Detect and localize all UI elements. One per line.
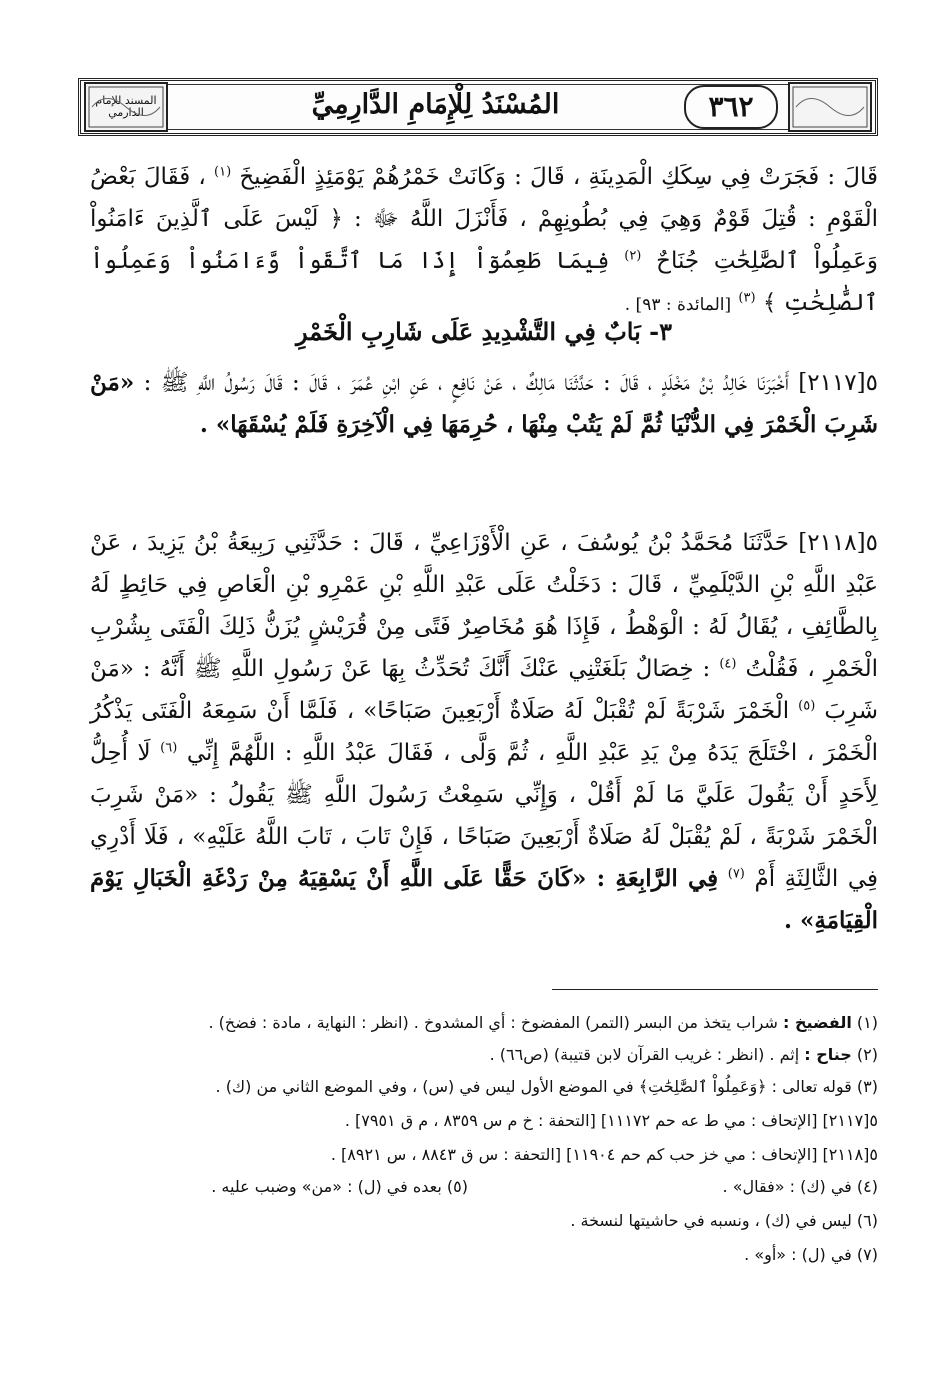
footnote-label: ٥[٢١١٨]	[822, 1145, 878, 1164]
footnote-label: (٢)	[856, 1045, 878, 1064]
opening-paragraph	[90, 156, 878, 326]
footnote-term: الفضيخ :	[783, 1013, 852, 1032]
footnote-text: [الإتحاف : مي ط عه حم ١١١٧٢] [التحفة : خ م س ٨٣٥٩ ، م ق ٧٩٥١] .	[344, 1111, 818, 1130]
hadith-text: فِي الرَّابِعَةِ : «كَانَ حَقًّا عَلَى اللَّهِ أَنْ يَسْقِيَهُ مِنْ رَدْغَةِ الْخَبَالِ يَوْمَ الْقِيَامَةِ» .	[90, 865, 878, 934]
footnote-text: ليس في (ك) ، ونسبه في حاشيتها لنسخة .	[570, 1211, 852, 1230]
footnote-item	[216, 1072, 878, 1102]
footnote-marker[interactable]: (٣)	[738, 290, 756, 306]
para-text: قَالَ : فَجَرَتْ فِي سِكَكِ الْمَدِينَةِ ، قَالَ : وَكَانَتْ خَمْرُهُمْ يَوْمَئِذٍ الْفَضِيخَ	[239, 164, 879, 190]
footnote-label: (١)	[856, 1013, 878, 1032]
footnote-marker[interactable]: (٧)	[727, 866, 745, 882]
footnote-separator	[552, 989, 878, 990]
footnote-label: (٧)	[856, 1245, 878, 1264]
footnote-marker[interactable]: (٢)	[624, 248, 642, 264]
footnote-text: بعده في (ل) : «من» وضبب عليه .	[211, 1177, 442, 1196]
footnote-label: ٥[٢١١٧]	[822, 1111, 878, 1130]
footnote-label: (٥)	[446, 1177, 468, 1196]
footnote-term: جناح :	[804, 1045, 852, 1064]
quran-reference: [المائدة : ٩٣] .	[624, 295, 732, 315]
footnote-text: إثم . (انظر : غريب القرآن لابن قتيبة) (ص٦٦) .	[489, 1045, 800, 1064]
footnote-marker[interactable]: (٥)	[798, 698, 816, 714]
ornament-pattern-icon	[790, 84, 870, 130]
footnote-marker[interactable]: (١)	[214, 164, 232, 180]
footnote-item	[744, 1240, 878, 1270]
footnote-item	[723, 1172, 878, 1202]
hadith-isnad: أَخْبَرَنَا خَالِدُ بْنُ مَخْلَدٍ ، قَالَ : حَدَّثَنَا مَالِكٌ ، عَنْ نَافِعٍ ، عَنِ ابْنِ عُمَرَ ، قَالَ : قَالَ رَسُولُ اللَّهِ ﷺ :	[143, 370, 789, 396]
hadith-number: ٥[٢١١٨]	[798, 530, 878, 556]
ornament-pattern-icon	[86, 84, 166, 130]
footnote-item	[570, 1206, 878, 1236]
para-text: فِيمَا طَعِمُوٓاْ إِذَا مَا ٱتَّقَواْ وَّءَامَنُواْ وَعَمِلُواْ ٱلصَّٰلِحَٰتِ ﴾	[90, 248, 878, 316]
footnote-text: قوله تعالى : ﴿وَعَمِلُواْ ٱلصَّٰلِحَٰتِ﴾ في الموضع الأول ليس في (س) ، وفي الموضع الثاني من (ك) .	[215, 1077, 852, 1096]
footnote-marker[interactable]: (٤)	[719, 656, 737, 672]
footnote-item	[211, 1172, 468, 1202]
footnote-label: (٤)	[856, 1177, 878, 1196]
header-ornament-right	[788, 82, 872, 132]
footnote-item	[345, 1106, 878, 1136]
hadith-text: حَدَّثَنَا مُحَمَّدُ بْنُ يُوسُفَ ، عَنِ الْأَوْزَاعِيِّ ، قَالَ : حَدَّثَنِي رَبِيعَةُ بْنُ يَزِيدَ ، عَنْ عَبْدِ اللَّهِ بْنِ الدَّيْلَمِيِّ ، قَالَ : دَخَلْتُ عَلَى عَبْدِ اللَّهِ بْنِ عَمْرِو بْنِ الْعَاصِ فِي حَائِطٍ لَهُ بِالطَّائِفِ ، يُقَالُ لَهُ : الْوَهْطُ ، فَإِذَا هُوَ مُخَاصِرٌ فَتًى مِنْ قُرَيْشٍ يُزَنُّ ذَلِكَ الْفَتَى بِشُرْبِ الْخَمْرِ ، فَقُلْتُ	[90, 530, 878, 682]
ornament-label-left: المسند للإمام الدارمي	[95, 93, 157, 119]
hadith-number: ٥[٢١١٧]	[798, 370, 879, 396]
footnote-label: (٣)	[856, 1077, 878, 1096]
footnote-label: (٦)	[856, 1211, 878, 1230]
hadith-2118	[90, 522, 878, 942]
footnote-marker[interactable]: (٦)	[160, 740, 178, 756]
footnote-text: في (ل) : «أو» .	[744, 1245, 852, 1264]
footnote-item	[209, 1008, 879, 1038]
hadith-text: : خِصَالٌ بَلَغَتْنِي عَنْكَ أَنَّكَ تُحَدِّثُ بِهَا عَنْ رَسُولِ اللَّهِ ﷺ أَنَّهُ : «مَنْ شَرِبَ	[90, 656, 878, 724]
chapter-heading: ٣- بَابٌ فِي التَّشْدِيدِ عَلَى شَارِبِ الْخَمْرِ	[295, 317, 673, 346]
page-header	[78, 78, 878, 136]
para-text: ، فَقَالَ بَعْضُ الْقَوْمِ : قُتِلَ قَوْمٌ وَهِيَ فِي بُطُونِهِمْ ، فَأَنْزَلَ اللَّهُ ﷻ : ﴿ لَيْسَ عَلَى ٱلَّذِينَ ءَامَنُواْ وَعَمِلُواْ ٱلصَّٰلِحَٰتِ جُنَاحٌ	[90, 164, 879, 274]
hadith-matn: «مَنْ شَرِبَ الْخَمْرَ فِي الدُّنْيَا ثُمَّ لَمْ يَتُبْ مِنْهَا ، حُرِمَهَا فِي الْآخِرَةِ فَلَمْ يُسْقَهَا» .	[90, 369, 878, 438]
book-title: المُسْنَدُ لِلْإِمَامِ الدَّارِمِيِّ	[311, 89, 560, 120]
footnote-text: في (ك) : «فقال» .	[722, 1177, 852, 1196]
header-ornament-left	[84, 82, 168, 132]
footnote-text: شراب يتخذ من البسر (التمر) المفضوخ : أي المشدوخ . (انظر : النهاية ، مادة : فضخ) .	[208, 1013, 778, 1032]
footnote-text: [الإتحاف : مي خز حب كم حم ١١٩٠٤] [التحفة : س ق ٨٨٤٣ ، س ٨٩٢١] .	[330, 1145, 818, 1164]
page-number: ٣٦٢	[684, 85, 778, 129]
footnote-item	[490, 1040, 878, 1070]
footnote-item	[331, 1140, 878, 1170]
hadith-2117	[90, 362, 878, 446]
hadith-text: الْخَمْرَ شَرْبَةً لَمْ تُقْبَلْ لَهُ صَلَاةٌ أَرْبَعِينَ صَبَاحًا» ، فَلَمَّا أَنْ سَمِعَهُ الْفَتَى يَذْكُرُ الْخَمْرَ ، اخْتَلَجَ يَدَهُ مِنْ يَدِ عَبْدِ اللَّهِ ، ثُمَّ وَلَّى ، فَقَالَ عَبْدُ اللَّهِ : اللَّهُمَّ إِنِّي	[90, 698, 878, 766]
hadith-text: لَا أُحِلُّ لِأَحَدٍ أَنْ يَقُولَ عَلَيَّ مَا لَمْ أَقُلْ ، وَإِنِّي سَمِعْتُ رَسُولَ اللَّهِ ﷺ يَقُولُ : «مَنْ شَرِبَ الْخَمْرَ شَرْبَةً ، لَمْ يُقْبَلْ لَهُ صَلَاةٌ أَرْبَعِينَ صَبَاحًا ، فَإِنْ تَابَ ، تَابَ اللَّهُ عَلَيْهِ» ، فَلَا أَدْرِي فِي الثَّالِثَةِ أَمْ	[90, 740, 879, 892]
